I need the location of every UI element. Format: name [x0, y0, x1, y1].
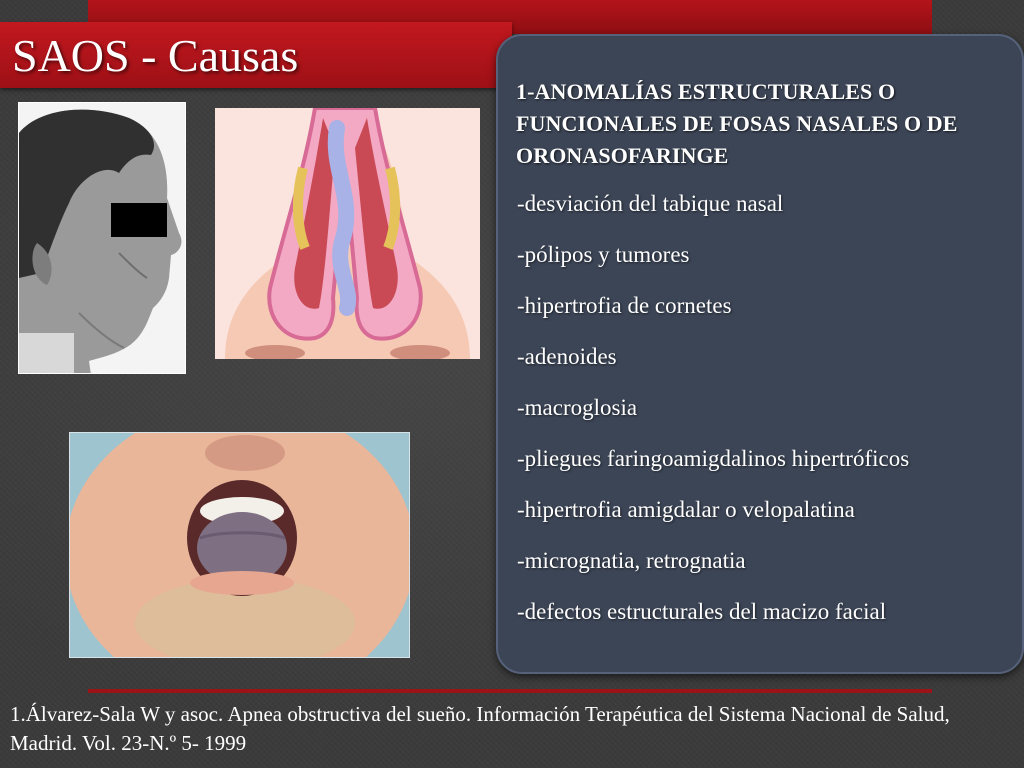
slide-title: SAOS - Causas [12, 30, 299, 81]
list-item: -defectos estructurales del macizo facial [517, 599, 887, 624]
list-item: -pólipos y tumores [517, 242, 690, 267]
panel-heading: 1-ANOMALÍAS ESTRUCTURALES O FUNCIONALES DE FOSAS NASALES O DE ORONASOFARINGE [516, 79, 958, 168]
causes-list [517, 190, 1017, 649]
list-item: -hipertrofia de cornetes [517, 293, 732, 318]
macroglossia-face-image [70, 433, 410, 658]
profile-face-image [19, 103, 186, 374]
list-item: -desviación del tabique nasal [517, 191, 784, 216]
list-item: -adenoides [517, 344, 617, 369]
list-item: -pliegues faringoamigdalinos hipertróficos [517, 446, 910, 471]
nasal-anatomy-illustration [215, 108, 480, 359]
open-mouth-photo [69, 432, 410, 658]
profile-photo [18, 102, 186, 374]
nasal-cross-section-image [215, 108, 480, 359]
bottom-red-rule [88, 689, 932, 693]
list-item: -macroglosia [517, 395, 638, 420]
list-item: -micrognatia, retrognatia [517, 548, 746, 573]
list-item: -hipertrofia amigdalar o velopalatina [517, 497, 855, 522]
reference-footnote: 1.Álvarez-Sala W y asoc. Apnea obstructiva del sueño. Información Terapéutica del Sistema Nacional de Salud, Madrid. Vol. 23-N.º 5- 1999 [10, 702, 950, 755]
